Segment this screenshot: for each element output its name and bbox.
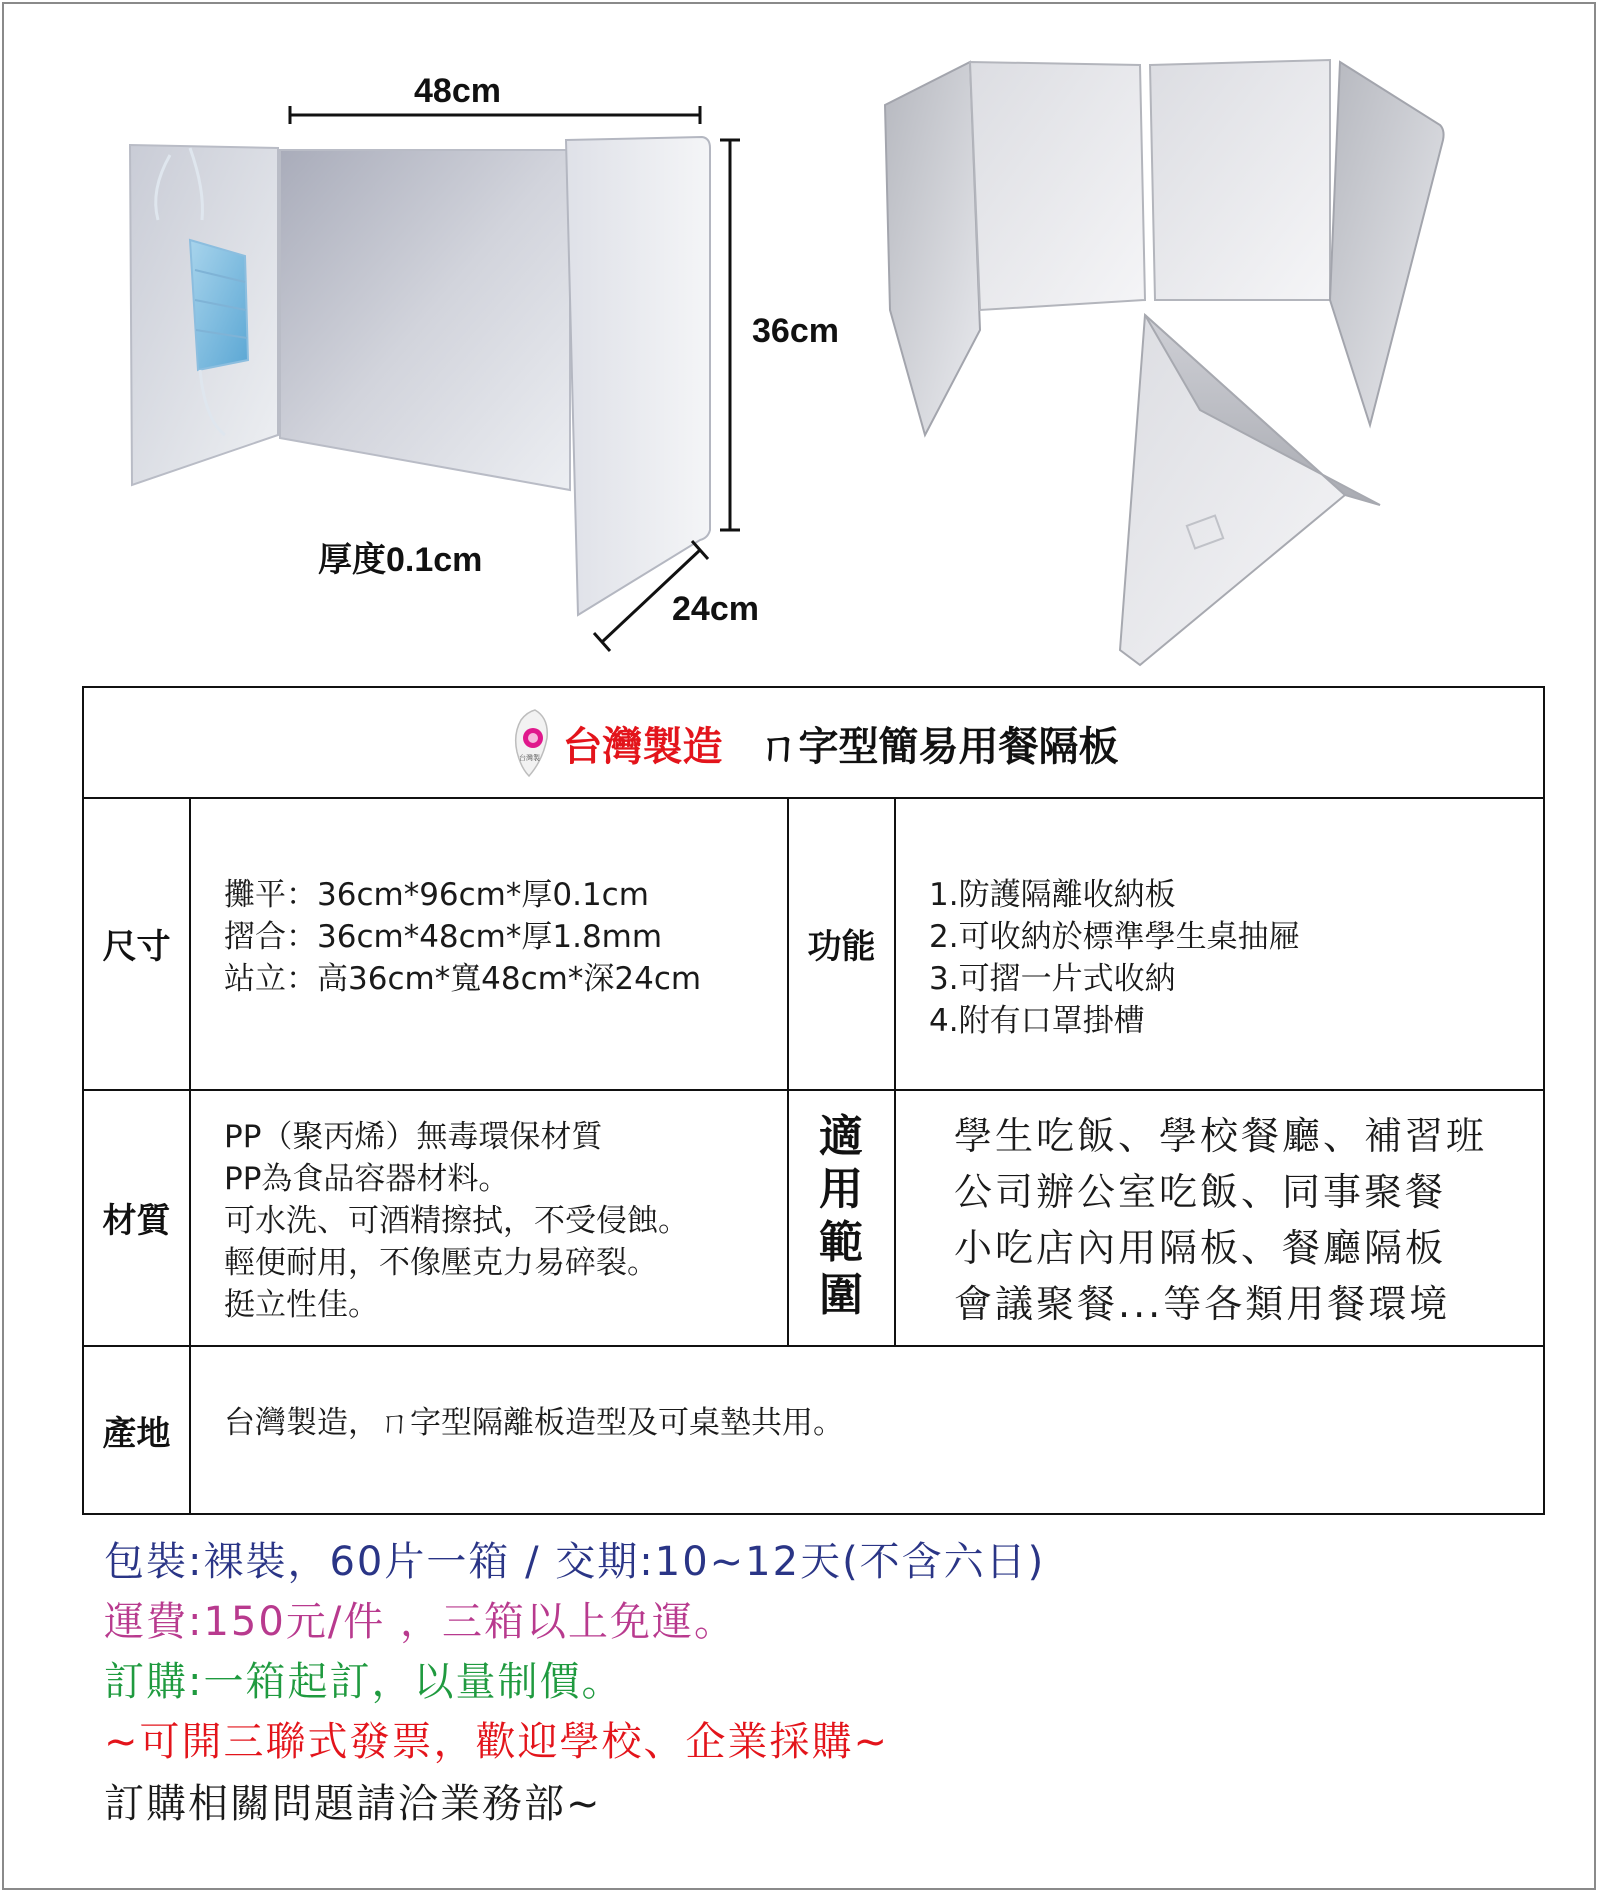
material-label: 材質 [102,1201,171,1241]
material-details [224,1116,689,1326]
size-line-standing: 站立：高36cm*寬48cm*深24cm [224,961,702,997]
table-divider [189,798,191,1515]
function-label: 功能 [807,927,876,967]
dimension-depth-label: 24cm [672,590,759,628]
scope-line: 會議聚餐...等各類用餐環境 [954,1282,1451,1326]
title-product: ㄇ字型簡易用餐隔板 [758,723,1119,770]
scope-label-char: 適 [819,1111,863,1162]
scope-details [954,1108,1487,1332]
table-divider [84,1089,1543,1091]
contact-info: 訂購相關問題請洽業務部~ [104,1781,602,1827]
scope-label-char: 圍 [819,1270,863,1321]
scope-line: 公司辦公室吃飯、同事聚餐 [954,1170,1447,1214]
taiwan-map-icon [509,708,553,778]
product-photo-folding [870,50,1470,690]
scope-label [811,1110,871,1322]
material-line: 挺立性佳。 [224,1287,379,1323]
function-line: 4.附有口罩掛槽 [929,1003,1145,1039]
material-line: PP（聚丙烯）無毒環保材質 [224,1119,603,1155]
dimension-width-label: 48cm [414,72,501,110]
table-title [84,688,1543,798]
function-line: 3.可摺一片式收納 [929,961,1176,997]
material-line: 可水洗、可酒精擦拭，不受侵蝕。 [224,1203,689,1239]
scope-label-char: 範 [819,1217,863,1268]
thickness-label: 厚度0.1cm [318,541,483,579]
origin-text: 台灣製造，ㄇ字型隔離板造型及可桌墊共用。 [224,1405,844,1441]
function-line: 2.可收納於標準學生桌抽屜 [929,919,1300,955]
size-line-folded: 摺合：36cm*48cm*厚1.8mm [224,919,663,955]
invoice-info: ~可開三聯式發票，歡迎學校、企業採購~ [104,1719,890,1765]
scope-line: 學生吃飯、學校餐廳、補習班 [954,1114,1488,1158]
function-line: 1.防護隔離收納板 [929,877,1176,913]
product-photo-standing [110,60,890,670]
size-line-flat: 攤平：36cm*96cm*厚0.1cm [224,877,649,913]
origin-label: 產地 [102,1414,171,1454]
material-line: PP為食品容器材料。 [224,1161,510,1197]
scope-label-char: 用 [819,1164,863,1215]
function-details [929,874,1300,1042]
shipping-info: 運費:150元/件 ，三箱以上免運。 [104,1599,737,1645]
ordering-info: 訂購:一箱起訂，以量制價。 [104,1659,624,1705]
folding-divider-illustration [870,50,1470,690]
spec-table [82,686,1545,1515]
badge-text: 台灣製 [518,754,540,762]
size-label: 尺寸 [102,927,171,967]
dimension-height-label: 36cm [752,312,839,350]
standing-divider-illustration [110,60,890,670]
scope-line: 小吃店內用隔板、餐廳隔板 [954,1226,1447,1270]
table-divider [84,1345,1543,1347]
material-line: 輕便耐用，不像壓克力易碎裂。 [224,1245,658,1281]
title-brand: 台灣製造 [562,723,723,770]
size-details [224,874,701,1000]
table-divider [894,798,896,1345]
origin-details [224,1402,844,1444]
packaging-info: 包裝:裸裝，60片一箱 / 交期:10~12天(不含六日) [104,1539,1046,1585]
